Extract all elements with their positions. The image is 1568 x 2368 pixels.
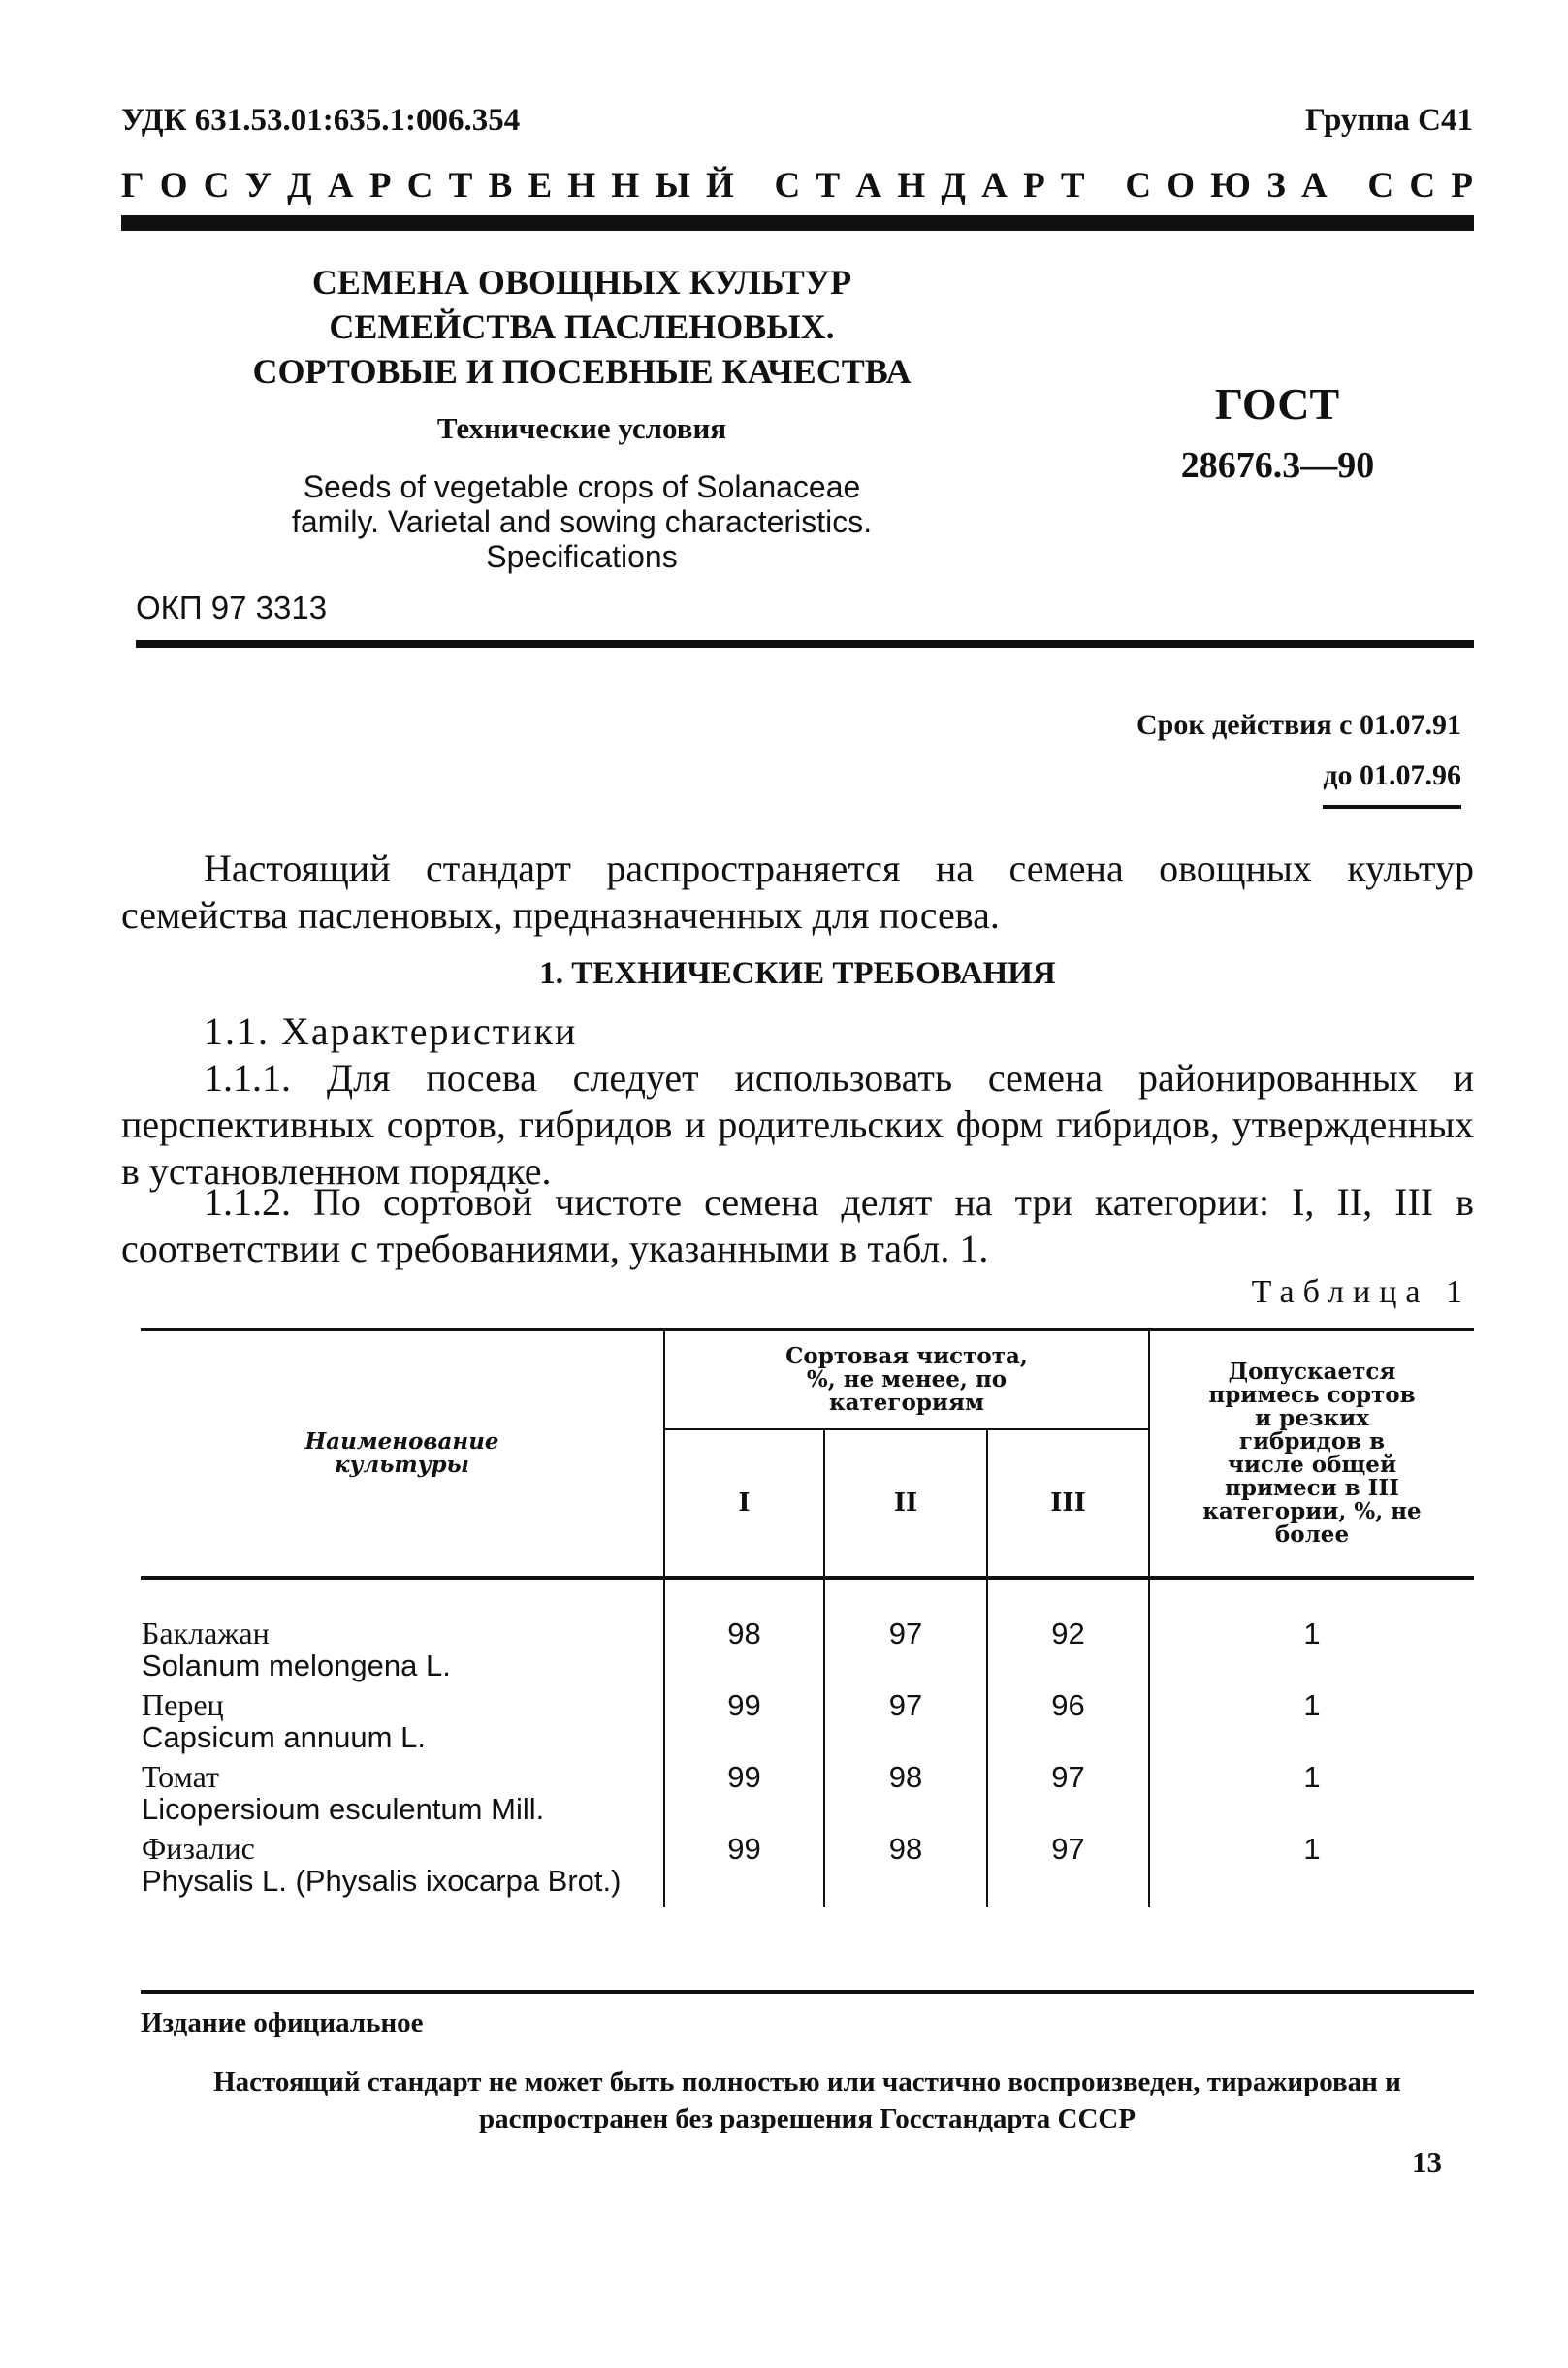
purity-cat-i: 98 — [664, 1578, 824, 1682]
footer-rule — [141, 1990, 1474, 1994]
crop-name: Перец — [142, 1687, 224, 1722]
page-number: 13 — [1412, 2145, 1442, 2179]
header-category-i: I — [664, 1429, 824, 1578]
purity-cat-ii: 97 — [824, 1578, 987, 1682]
validity-from: Срок действия с 01.07.91 — [1136, 709, 1461, 741]
table-row — [141, 1826, 1474, 1907]
header-category-ii: II — [824, 1429, 987, 1578]
purity-cat-iii: 96 — [987, 1682, 1149, 1754]
title-line-1: СЕМЕНА ОВОЩНЫХ КУЛЬТУР — [311, 263, 852, 302]
gost-label: ГОСТ — [1214, 379, 1340, 429]
validity-period — [1136, 700, 1461, 809]
header-admixture-text: Допускается примесь сортов и резких гибридов в числе общей примеси в III категории, %, не более — [1202, 1359, 1422, 1548]
crop-name: Физалис — [142, 1831, 255, 1866]
udk-code: УДК 631.53.01:635.1:006.354 — [121, 103, 521, 138]
table-row — [141, 1754, 1474, 1826]
header-crop-name-text: Наименование культуры — [304, 1428, 499, 1478]
purity-cat-iii: 97 — [987, 1754, 1149, 1826]
gost-number: 28676.3—90 — [1180, 445, 1375, 486]
english-title — [223, 469, 941, 574]
purity-cat-i: 99 — [664, 1826, 824, 1907]
header-crop-name — [141, 1330, 664, 1579]
crop-name: Томат — [142, 1759, 219, 1794]
crop-name-cell — [141, 1754, 664, 1826]
crop-latin-name: Physalis L. (Physalis ixocarpa Brot.) — [142, 1864, 622, 1898]
group-code: Группа С41 — [1305, 103, 1473, 138]
admixture-value: 1 — [1303, 1760, 1321, 1794]
purity-cat-i: 99 — [664, 1682, 824, 1754]
header-purity-group — [664, 1330, 1149, 1430]
crop-name-cell — [141, 1826, 664, 1907]
okp-code: ОКП 97 3313 — [136, 590, 328, 625]
english-title-line-2: family. Varietal and sowing characteristics. — [291, 504, 873, 539]
title-block — [223, 260, 941, 574]
purity-cat-ii: 98 — [824, 1754, 987, 1826]
purity-cat-ii: 97 — [824, 1682, 987, 1754]
crop-latin-name: Solanum melongena L. — [142, 1648, 451, 1682]
admixture-value: 1 — [1303, 1688, 1321, 1722]
table-row — [141, 1578, 1474, 1682]
paragraph-1-1-2: 1.1.2. По сортовой чистоте семена делят на три категории: I, II, III в соответствии с требованиями, указанными в табл. 1. — [121, 1180, 1474, 1270]
top-thick-rule — [121, 215, 1474, 231]
admixture-value: 1 — [1303, 1832, 1321, 1866]
table-1-body — [141, 1578, 1474, 1907]
header-purity-group-text: Сортовая чистота, %, не менее, по категориям — [785, 1343, 1028, 1416]
table-caption: Таблица 1 — [1251, 1274, 1471, 1310]
crop-name: Баклажан — [142, 1616, 270, 1650]
crop-name-cell — [141, 1578, 664, 1682]
title-bottom-rule — [136, 640, 1474, 648]
english-title-line-1: Seeds of vegetable crops of Solanaceae — [303, 469, 861, 504]
crop-name-cell — [141, 1682, 664, 1754]
title-line-2: СЕМЕЙСТВА ПАСЛЕНОВЫХ. — [329, 307, 835, 346]
validity-to: до 01.07.96 — [1323, 751, 1461, 809]
heading-1-1: 1.1. Характеристики — [204, 1009, 578, 1053]
intro-paragraph: Настоящий стандарт распространяется на семена овощных культур семейства пасленовых, предназначенных для посева. — [121, 847, 1474, 937]
section-title: 1. ТЕХНИЧЕСКИЕ ТРЕБОВАНИЯ — [539, 956, 1056, 991]
table-1 — [141, 1328, 1474, 1907]
official-edition-label: Издание официальное — [141, 2007, 424, 2038]
crop-latin-name: Capsicum annuum L. — [142, 1720, 426, 1754]
state-standard-banner: Г О С У Д А Р С Т В Е Н Н Ы Й С Т А Н Д А Р Т С О Ю З А С С Р — [121, 166, 1473, 206]
admixture-value: 1 — [1303, 1616, 1321, 1650]
purity-cat-iii: 92 — [987, 1578, 1149, 1682]
copyright-notice: Настоящий стандарт не может быть полностью или частично воспроизведен, тиражирован и распространен без разрешения Госстандарта СССР — [213, 2066, 1401, 2134]
crop-latin-name: Licopersioum esculentum Mill. — [142, 1792, 545, 1826]
paragraph-1-1-1: 1.1.1. Для посева следует использовать семена районированных и перспективных сортов, гибридов и родительских форм гибридов, утвержденных в установленном порядке. — [121, 1056, 1474, 1193]
header-category-iii: III — [987, 1429, 1149, 1578]
subtitle: Технические условия — [436, 411, 727, 445]
header-admixture — [1149, 1330, 1474, 1579]
purity-cat-iii: 97 — [987, 1826, 1149, 1907]
table-row — [141, 1682, 1474, 1754]
purity-cat-ii: 98 — [824, 1826, 987, 1907]
purity-cat-i: 99 — [664, 1754, 824, 1826]
english-title-line-3: Specifications — [486, 539, 678, 574]
title-line-3: СОРТОВЫЕ И ПОСЕВНЫЕ КАЧЕСТВА — [252, 352, 912, 391]
